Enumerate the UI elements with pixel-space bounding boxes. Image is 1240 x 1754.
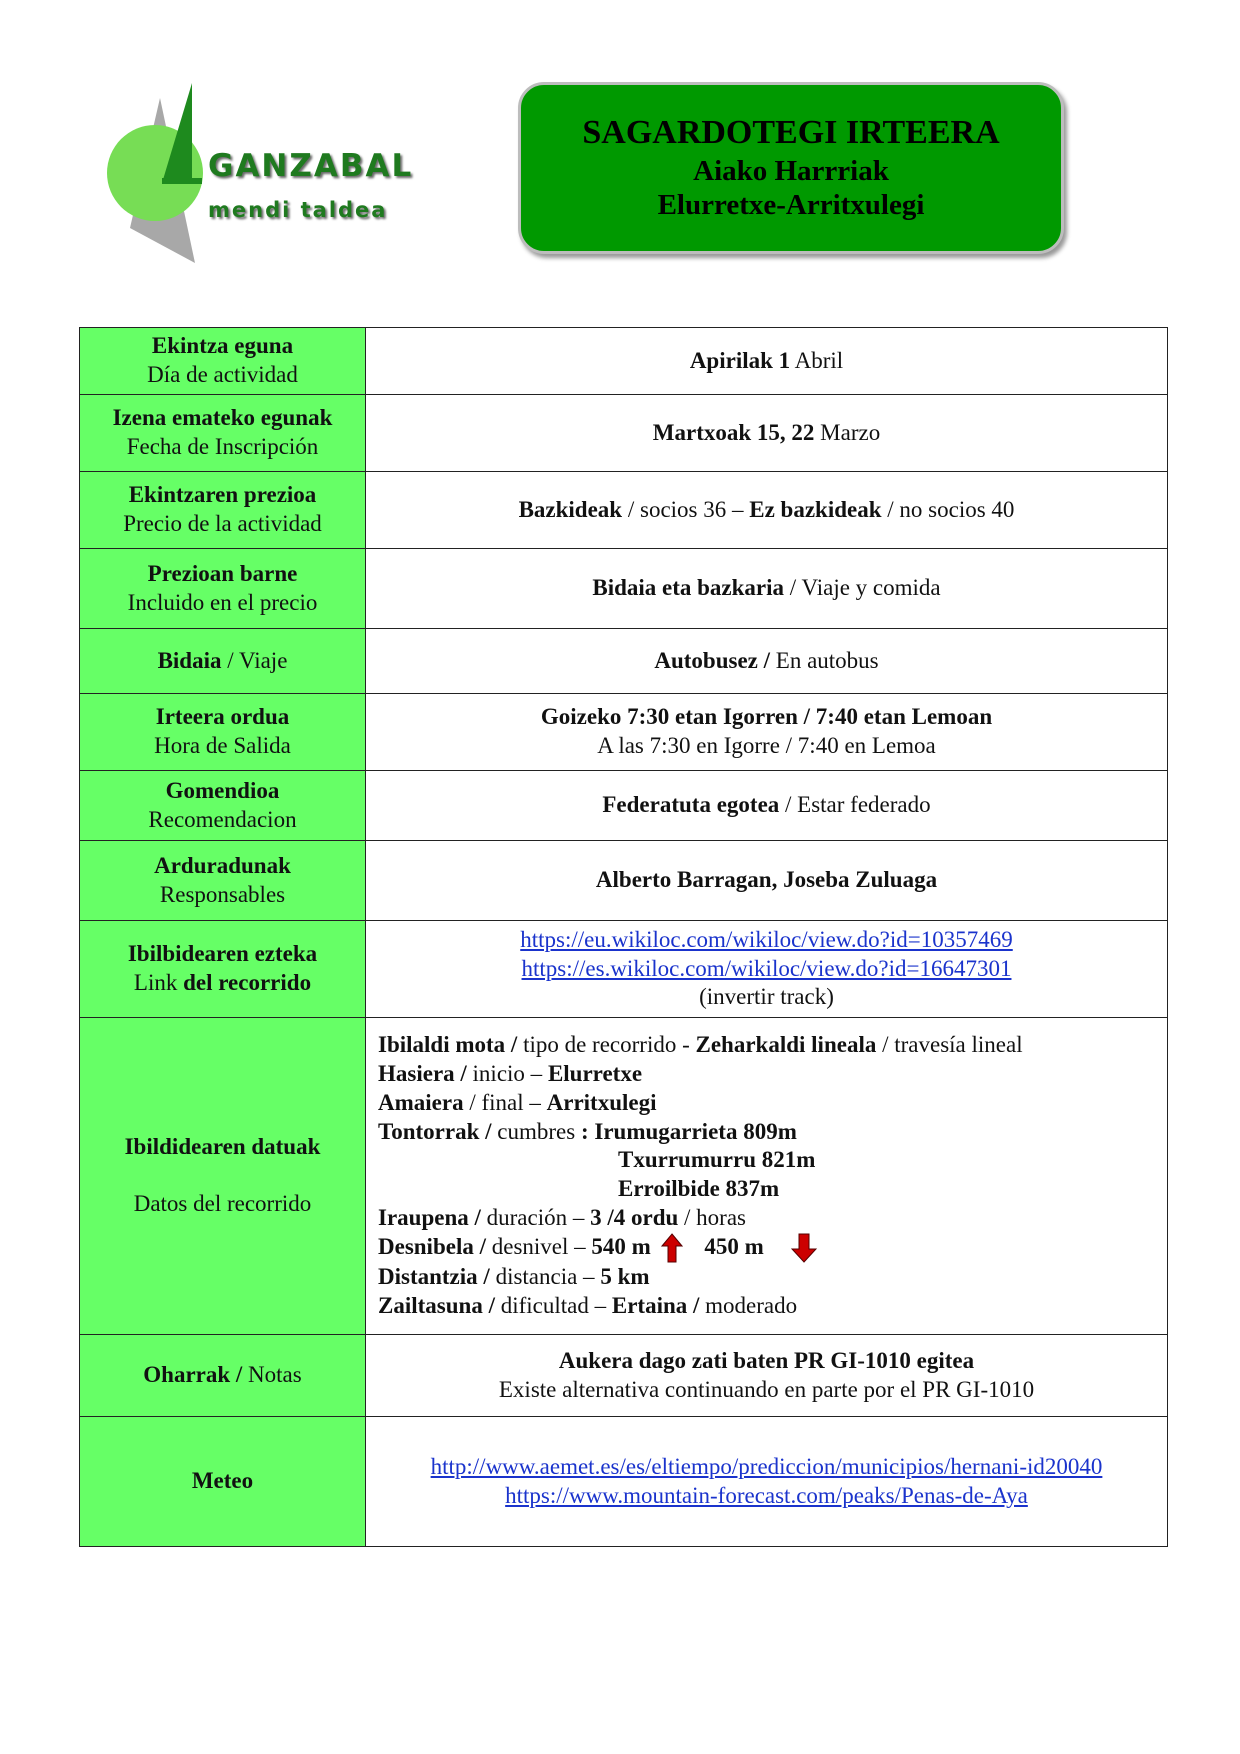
- table-row-included: [80, 549, 1168, 629]
- members-eu: Bazkideak: [518, 496, 623, 522]
- label-eu: Ibildidearen datuak: [124, 1134, 321, 1160]
- value-eu: Martxoak 15, 22: [652, 419, 815, 445]
- page-subtitle: Aiako Harrriak: [693, 154, 889, 187]
- label-cell: [80, 328, 366, 395]
- table-row-notes: [80, 1335, 1168, 1417]
- detail-distance: Distantzia / distancia – 5 km: [378, 1264, 650, 1290]
- label-cell: [80, 549, 366, 629]
- value-es: Existe alternativa continuando en parte por el PR GI-1010: [498, 1376, 1035, 1402]
- track-note: (invertir track): [699, 984, 834, 1010]
- arrow-up-icon: [661, 1233, 683, 1263]
- value-cell: [366, 771, 1168, 841]
- value-cell: [366, 921, 1168, 1018]
- value-cell: [366, 1018, 1168, 1335]
- detail-peak-3: Erroilbide 837m: [618, 1176, 780, 1202]
- value-eu: Federatuta egotea: [602, 792, 780, 818]
- value-eu: Goizeko 7:30 etan Igorren / 7:40 etan Lemoan: [540, 704, 993, 730]
- mountain-forecast-link[interactable]: https://www.mountain-forecast.com/peaks/Penas-de-Aya: [505, 1482, 1028, 1508]
- label-es: Datos del recorrido: [133, 1191, 312, 1216]
- value-eu: Apirilak 1: [689, 347, 791, 373]
- route-name: Elurretxe-Arritxulegi: [657, 189, 925, 222]
- value-es: Abril: [790, 347, 844, 373]
- title-box: [518, 82, 1064, 254]
- label-cell: [80, 841, 366, 921]
- value-es: / Viaje y comida: [784, 575, 941, 601]
- label-es-bold: del recorrido: [183, 970, 312, 995]
- value-eu: Autobusez /: [654, 647, 771, 673]
- label-cell: [80, 694, 366, 771]
- value-eu: Aukera dago zati baten PR GI-1010 egitea: [558, 1347, 975, 1373]
- table-row-travel: [80, 629, 1168, 694]
- activity-table: [79, 327, 1168, 1547]
- label-es: Precio de la actividad: [123, 511, 322, 536]
- label-eu: Ekintza eguna: [151, 333, 294, 359]
- nonmembers-es: / no socios 40: [881, 496, 1015, 522]
- value-cell: [366, 395, 1168, 472]
- detail-type: Ibilaldi mota / tipo de recorrido - Zeharkaldi lineala / travesía lineal: [378, 1032, 1023, 1058]
- detail-peaks: Tontorrak / cumbres : Irumugarrieta 809m: [378, 1118, 797, 1144]
- label-es: Responsables: [159, 881, 286, 907]
- wikiloc-link-es[interactable]: https://es.wikiloc.com/wikiloc/view.do?id=16647301: [521, 955, 1012, 981]
- label-eu: Arduradunak: [154, 852, 291, 878]
- label-eu: Ekintzaren prezioa: [128, 482, 317, 508]
- arrow-down-icon: [791, 1233, 817, 1263]
- label-eu: Irteera ordua: [155, 704, 290, 730]
- value-es: / Estar federado: [779, 792, 931, 818]
- detail-end: Amaiera / final – Arritxulegi: [378, 1089, 657, 1115]
- value-cell: [366, 549, 1168, 629]
- value-es: Marzo: [814, 419, 881, 445]
- wikiloc-link-eu[interactable]: https://eu.wikiloc.com/wikiloc/view.do?id=10357469: [520, 926, 1013, 952]
- label-es: Fecha de Inscripción: [126, 434, 319, 459]
- label-eu: Prezioan barne: [147, 560, 298, 586]
- value-cell: Alberto Barragan, Joseba Zuluaga: [366, 841, 1168, 921]
- label-es: Hora de Salida: [154, 733, 291, 758]
- nonmembers-eu: Ez bazkideak: [749, 496, 882, 522]
- label-eu: Gomendioa: [165, 777, 280, 803]
- page-title: SAGARDOTEGI IRTEERA: [582, 113, 1000, 151]
- label-cell: Meteo: [80, 1417, 366, 1547]
- label-eu: Oharrak /: [143, 1362, 243, 1388]
- table-row-weather: [80, 1417, 1168, 1547]
- label-cell: [80, 1335, 366, 1417]
- detail-difficulty: Zailtasuna / dificultad – Ertaina / moderado: [378, 1292, 798, 1318]
- label-es-prefix: Link: [133, 970, 184, 995]
- label-es: Recomendacion: [148, 806, 297, 832]
- value-cell: [366, 629, 1168, 694]
- table-row-registration: [80, 395, 1168, 472]
- value-cell: [366, 472, 1168, 549]
- detail-duration: Iraupena / duración – 3 /4 ordu / horas: [378, 1204, 747, 1230]
- label-es: Notas: [242, 1362, 302, 1388]
- members-es: / socios 36 –: [622, 496, 750, 522]
- label-cell: [80, 395, 366, 472]
- table-row-departure: [80, 694, 1168, 771]
- value-es: A las 7:30 en Igorre / 7:40 en Lemoa: [597, 733, 936, 758]
- label-cell: [80, 629, 366, 694]
- value-cell: [366, 694, 1168, 771]
- label-cell: [80, 921, 366, 1018]
- label-cell: [80, 1018, 366, 1335]
- value-eu: Bidaia eta bazkaria: [592, 575, 785, 601]
- table-row-date: [80, 328, 1168, 395]
- value-cell: [366, 328, 1168, 395]
- table-row-responsible: [80, 841, 1168, 921]
- value-cell: [366, 1335, 1168, 1417]
- logo-word-mendi-taldea: mendi taldea: [208, 198, 388, 222]
- value-es: En autobus: [770, 647, 879, 673]
- label-eu: Ibilbidearen ezteka: [127, 941, 318, 967]
- table-row-price: [80, 472, 1168, 549]
- label-es: Día de actividad: [147, 362, 298, 387]
- label-es: / Viaje: [221, 647, 288, 673]
- aemet-link[interactable]: http://www.aemet.es/es/eltiempo/prediccion/municipios/hernani-id20040: [430, 1453, 1103, 1479]
- table-row-details: [80, 1018, 1168, 1335]
- label-eu: Bidaia: [157, 647, 222, 673]
- label-cell: [80, 472, 366, 549]
- detail-elevation: Desnibela / desnivel – 540 m 450 m: [378, 1233, 1159, 1264]
- table-row-recommendation: [80, 771, 1168, 841]
- detail-start: Hasiera / inicio – Elurretxe: [378, 1061, 643, 1087]
- value-cell: [366, 1417, 1168, 1547]
- label-es: Incluido en el precio: [127, 589, 318, 615]
- label-eu: Izena emateko egunak: [112, 405, 333, 431]
- label-cell: [80, 771, 366, 841]
- logo: [100, 78, 414, 268]
- table-row-link: [80, 921, 1168, 1018]
- logo-word-ganzabal: GANZABAL: [208, 148, 414, 184]
- detail-peak-2: Txurrumurru 821m: [618, 1147, 816, 1173]
